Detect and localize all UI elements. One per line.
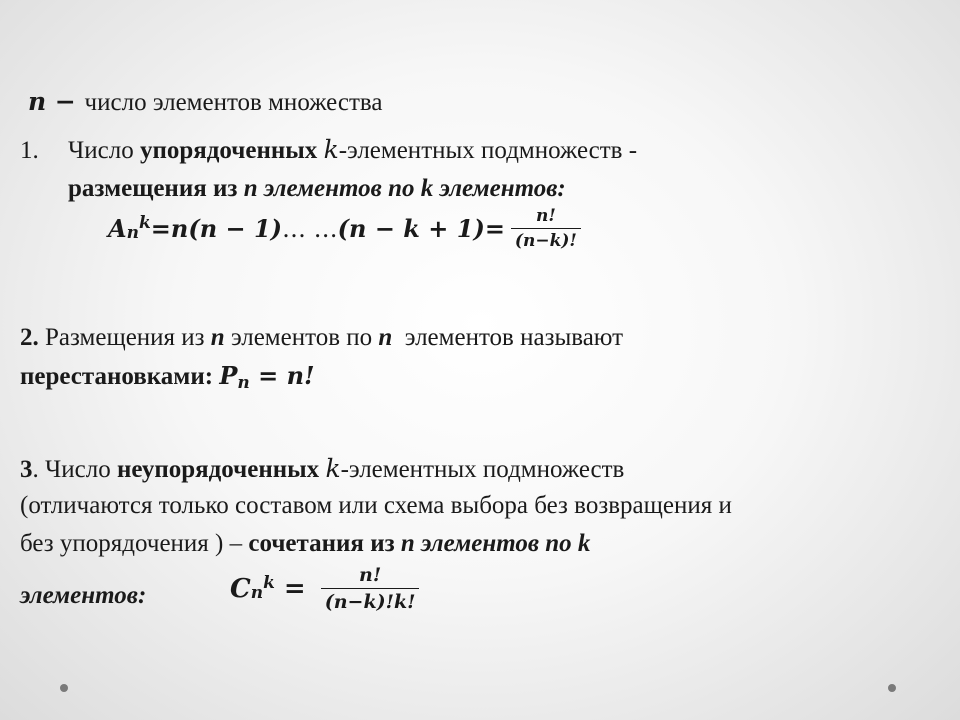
item2-n2: n <box>378 324 393 351</box>
item2-permutations: перестановками: <box>20 363 220 390</box>
item1-of-n: n элементов по k элементов: <box>243 175 566 202</box>
item3-number: 3 <box>20 456 33 483</box>
arrangement-formula <box>108 206 581 251</box>
f1-eq: = <box>150 214 171 243</box>
item1-text-b: -элементных подмножеств - <box>338 137 638 164</box>
item3-line4 <box>20 581 146 611</box>
item2-eq: = <box>249 361 287 390</box>
item3-of-n: n элементов по k <box>400 530 591 557</box>
item2-text-c: элементов называют <box>392 324 624 351</box>
f1-numerator: n! <box>535 206 556 226</box>
item1-k: k <box>323 135 339 164</box>
bullet-dot-left <box>60 684 68 692</box>
bullet-dot-right <box>888 684 896 692</box>
f2-denominator: (n−k)!k! <box>321 588 420 613</box>
item3-k: k <box>325 454 341 483</box>
item3-combinations: сочетания из <box>248 530 401 557</box>
f2-sup-k: k <box>263 572 275 593</box>
f1-fraction <box>511 206 581 251</box>
item2-n1: n <box>210 324 225 351</box>
item1-line1 <box>20 135 637 166</box>
item1-line2 <box>68 174 566 204</box>
definition-line <box>28 87 382 118</box>
f2-sub-n: n <box>250 582 264 603</box>
item3-text-c: (отличаются только составом или схема выбора без возвращения и <box>20 492 732 519</box>
f1-dots: … … <box>282 214 338 243</box>
item3-text-b: -элементных подмножеств <box>340 456 625 483</box>
minus-sign: − <box>46 87 85 116</box>
item2-text-b: элементов по <box>224 324 379 351</box>
item2-rhs: n! <box>286 361 315 390</box>
f2-fraction <box>321 564 420 613</box>
f2-eq: = <box>274 573 315 604</box>
item1-text-a: Число <box>68 137 140 164</box>
f1-denominator: (n−k)! <box>511 228 581 251</box>
item1-ordered: упорядоченных <box>139 137 318 164</box>
item3-line3 <box>20 529 590 559</box>
f1-body1: n(n − 1) <box>170 214 283 243</box>
f1-sup-k: k <box>139 212 151 233</box>
item3-elements: элементов: <box>20 582 147 609</box>
f1-eq2: = <box>484 214 505 243</box>
f1-sub-n: n <box>126 222 139 243</box>
definition-text: число элементов множества <box>84 89 383 116</box>
item3-unordered: неупорядоченных <box>116 456 320 483</box>
f2-C: C <box>230 573 251 604</box>
f1-body2: (n − k + 1) <box>337 214 485 243</box>
item2-line1 <box>20 323 623 353</box>
item2-P: P <box>219 361 238 390</box>
item3-line1 <box>20 454 624 485</box>
item1-number: 1. <box>20 137 39 164</box>
item3-text-a: . Число <box>32 456 117 483</box>
item2-number: 2. <box>20 324 39 351</box>
combination-formula <box>230 564 419 613</box>
f2-numerator: n! <box>359 564 382 586</box>
item3-line2 <box>20 491 732 521</box>
item3-text-d: без упорядочения ) – <box>20 530 249 557</box>
item2-text-a: Размещения из <box>38 324 211 351</box>
item2-line2 <box>20 361 315 394</box>
f1-A: A <box>108 214 127 243</box>
var-n: n <box>28 87 47 116</box>
item2-sub-n: n <box>237 373 250 393</box>
item1-arrangements: размещения из <box>68 175 244 202</box>
